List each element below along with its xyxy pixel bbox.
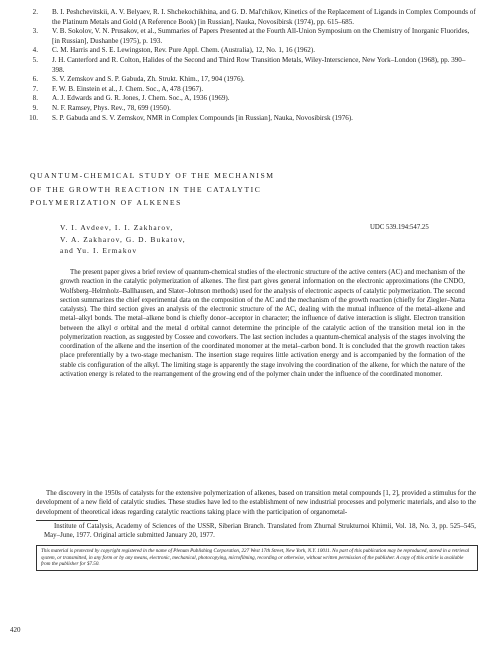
page-number: 420 (10, 626, 21, 634)
reference-item (8, 75, 476, 85)
reference-text: V. B. Sokolov, V. N. Prusakov, et al., Summaries of Papers Presented at the Fourth All-Union Symposium on the Chemistry of Inorganic Fluorides, [in Russian], Dushanbe (1975), p. 193. (52, 27, 470, 45)
reference-number: 9. (32, 103, 38, 112)
author-line: and Yu. I. Ermakov (60, 246, 138, 256)
reference-text: J. H. Canterford and R. Colton, Halides of the Second and Third Row Transition Metals, Wiley-Interscience, New York–London (1968), pp. 390–398. (52, 55, 466, 74)
reference-text: F. W. B. Einstein et al., J. Chem. Soc., A, 478 (1967). (52, 84, 204, 93)
reference-text: A. J. Edwards and G. R. Jones, J. Chem. Soc., A, 1936 (1969). (52, 94, 230, 103)
reference-item (8, 46, 476, 56)
reference-text: S. P. Gabuda and S. V. Zemskov, NMR in Complex Compounds [in Russian], Nauka, Novosibirsk (1976). (52, 113, 353, 122)
abstract: The present paper gives a brief review of quantum-chemical studies of the electronic structure of the active centers (AC) and mechanism of the growth reaction in the catalytic polymerization of alkenes. The first part gives general information on the electronic approximations (the CNDO, Wolfsberg–Helmholz–Ballhausen, and Slater–Johnson methods) used for the analysis of electronic aspects of catalytic polymerization. The second section summarizes the chief experimental data on the composition of the AC and the mechanism of the growth reaction (chiefly for Ziegler–Natta catalysts). The third section gives an analysis of the electronic structure of the AC, dealing with the mutual influence of the metal–alkene and metal–alkyl bonds. The metal–alkene bond is chiefly donor–acceptor in character; the influence of dative interaction is slight. Electron transition between the alkyl σ orbital and the metal d orbital cannot determine the principle of the catalytic action of the transition metal ion in the polymerization reaction, as suggested by Cossee and coworkers. The last section includes a quantum-chemical analysis of the stages involving the coordination of the alkene and the insertion of the coordinated monomer at the metal–carbon bond. It is concluded that the growth reaction takes place preferentially by a two-stage mechanism. The insertion stage requires little activation energy and is accompanied by the formation of the stable cis configuration of the alkyl. The limiting stage is apparently the stage involving the coordination of the alkene, for which the nature of the activation energy is related to the rearrangement of the growing end of the polymer chain under the influence of the coordinated monomer. (60, 269, 465, 378)
reference-number: 6. (32, 75, 38, 84)
author-list (60, 222, 186, 257)
reference-number: 3. (32, 27, 38, 36)
title-line: QUANTUM-CHEMICAL STUDY OF THE MECHANISM (30, 171, 275, 180)
copyright-notice: This material is protected by copyright registered in the name of Plenum Publishing Corporation, 227 West 17th Street, New York, N.Y. 10011. No part of this publication may be reproduced, stored in a retrieval system, or transmitted, in any form or by any means, electronic, mechanical, photocopying, microfilming, recording or otherwise, without written permission of the publisher. A copy of this article is available from the publisher for $7.50. (36, 545, 478, 571)
reference-text: B. I. Peshchevitskii, A. V. Belyaev, R. I. Shchekochikhina, and G. D. Mal'chikov, Kinetics of the Replacement of Ligands in Complex Compounds of the Platinum Metals and Gold (A Reference Book) [in Russian], Nauka, Novosibirsk (1974), pp. 615–685. (52, 8, 476, 26)
udc-code: UDC 539.194:547.25 (370, 224, 429, 231)
reference-item (8, 104, 476, 114)
reference-number: 4. (32, 46, 38, 55)
reference-item (8, 114, 476, 124)
affiliation-footnote: Institute of Catalysis, Academy of Sciences of the USSR, Siberian Branch. Translated from Zhurnal Strukturnoi Khimii, Vol. 18, No. 3, pp. 525–545, May–June, 1977. Original article submitted January 20, 1977. (44, 523, 476, 540)
introduction-paragraph: The discovery in the 1950s of catalysts for the extensive polymerization of alkenes, based on transition metal compounds [1, 2], provided a stimulus for the development of a new field of catalytic studies. These studies have led to the establishment of new industrial processes and polymeric materials, and also to the development of theoretical ideas regarding catalytic reactions taking place with the participation of organometal- (36, 490, 476, 516)
title-line: POLYMERIZATION OF ALKENES (30, 198, 182, 208)
article-title (30, 169, 430, 210)
reference-number: 7. (32, 84, 38, 93)
reference-item (8, 94, 476, 104)
reference-item (8, 85, 476, 95)
author-line: V. A. Zakharov, G. D. Bukatov, (60, 234, 186, 244)
author-line: V. I. Avdeev, I. I. Zakharov, (60, 223, 174, 232)
reference-number: 10. (29, 113, 38, 122)
reference-number: 8. (32, 94, 38, 103)
reference-list (8, 8, 476, 123)
reference-item (8, 56, 476, 75)
reference-number: 2. (32, 8, 38, 16)
title-line: OF THE GROWTH REACTION IN THE CATALYTIC (30, 184, 262, 194)
reference-text: N. F. Ramsey, Phys. Rev., 78, 699 (1950). (52, 103, 171, 112)
reference-text: C. M. Harris and S. E. Lewingston, Rev. Pure Appl. Chem. (Australia), 12, No. 1, 16 (1962). (52, 46, 315, 55)
footnote-divider (36, 520, 98, 521)
reference-item (8, 8, 476, 27)
reference-text: S. V. Zemskov and S. P. Gabuda, Zh. Strukt. Khim., 17, 904 (1976). (52, 75, 245, 84)
reference-number: 5. (32, 55, 38, 64)
reference-item (8, 27, 476, 46)
